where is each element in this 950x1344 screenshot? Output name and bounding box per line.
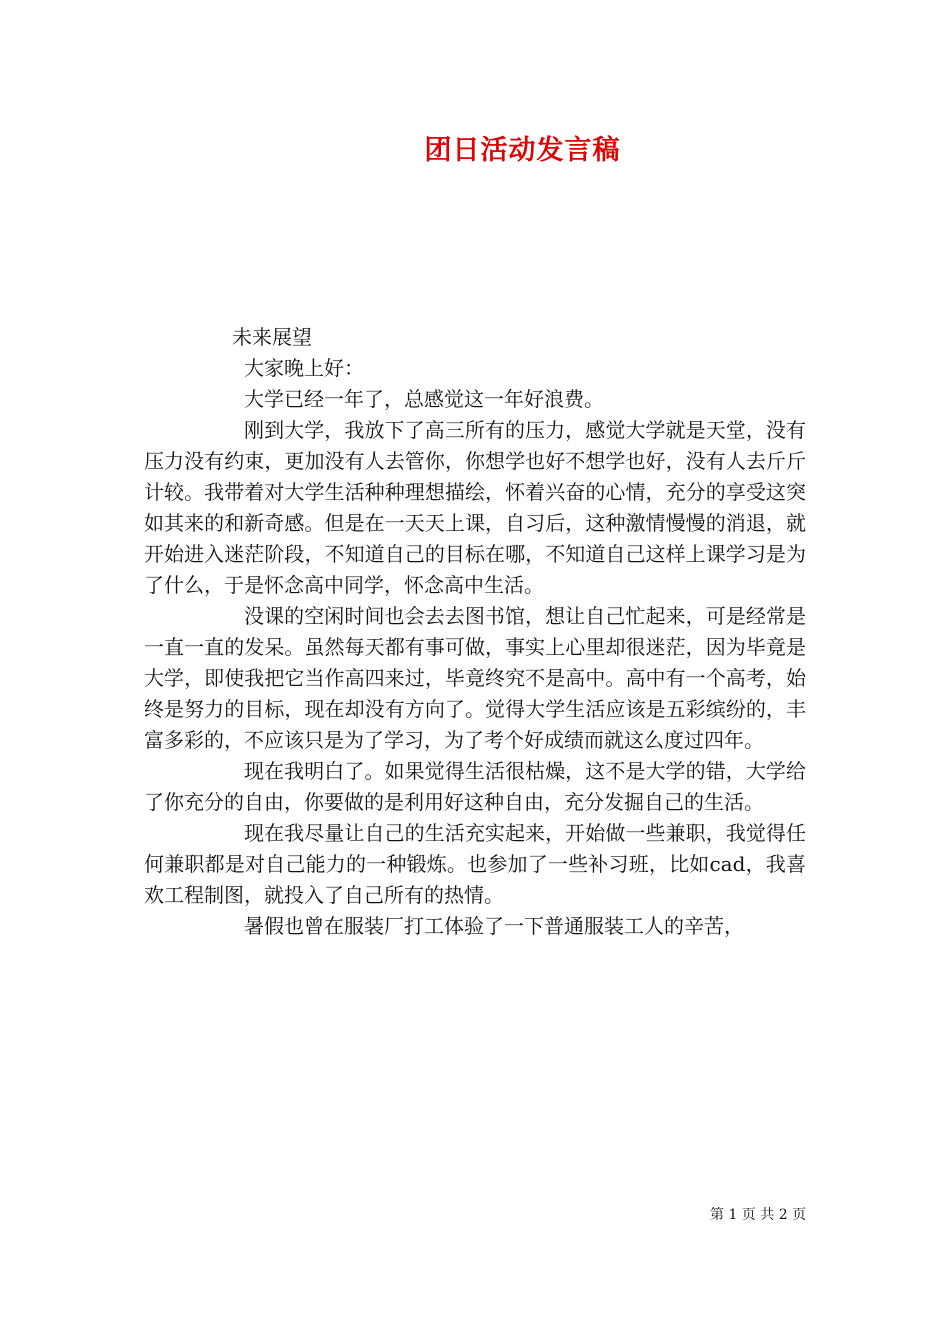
greeting-line: 大家晚上好： xyxy=(244,356,364,380)
body-paragraph-6: 暑假也曾在服装厂打工体验了一下普通服装工人的辛苦， xyxy=(244,914,744,938)
body-paragraph-1: 大学已经一年了，总感觉这一年好浪费。 xyxy=(244,387,604,411)
body-paragraph-3: 没课的空闲时间也会去去图书馆，想让自己忙起来，可是经常是一直一直的发呆。虽然每天都有事可做，事实上心里却很迷茫，因为毕竟是大学，即使我把它当作高四来过，毕竟终究不是高中。高中有一个高考，始终是努力的目标，现在却没有方向了。觉得大学生活应该是五彩缤纷的，丰富多彩的，不应该只是为了学习，为了考个好成绩而就这么度过四年。 xyxy=(144,604,806,752)
body-paragraph-5: 现在我尽量让自己的生活充实起来，开始做一些兼职，我觉得任何兼职都是对自己能力的一种锻炼。也参加了一些补习班，比如cad，我喜欢工程制图，就投入了自己所有的热情。 xyxy=(144,821,806,907)
page-footer: 第 1 页 共 2 页 xyxy=(710,1207,807,1223)
body-paragraph-4: 现在我明白了。如果觉得生活很枯燥，这不是大学的错，大学给了你充分的自由，你要做的是利用好这种自由，充分发掘自己的生活。 xyxy=(144,759,806,814)
document-subtitle: 未来展望 xyxy=(232,325,312,349)
document-title: 团日活动发言稿 xyxy=(424,135,621,166)
document-body xyxy=(144,322,806,942)
body-paragraph-2: 刚到大学，我放下了高三所有的压力，感觉大学就是天堂，没有压力没有约束，更加没有人去管你，你想学也好不想学也好，没有人去斤斤计较。我带着对大学生活种种理想描绘，怀着兴奋的心情，充分的享受这突如其来的和新奇感。但是在一天天上课，自习后，这种激情慢慢的消退，就开始进入迷茫阶段，不知道自己的目标在哪，不知道自己这样上课学习是为了什么，于是怀念高中同学，怀念高中生活。 xyxy=(144,418,806,597)
